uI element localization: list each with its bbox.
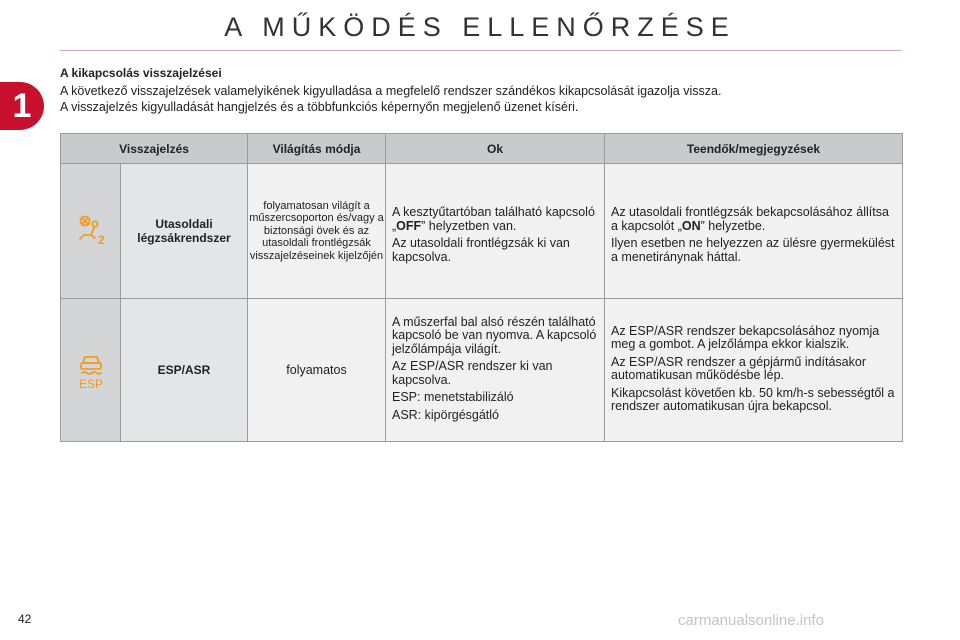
cause-text-part: A kesztyűtartóban található kapcsoló „ (392, 205, 595, 233)
cause-text-part: ” helyzetben van. (421, 218, 517, 233)
table-row (61, 299, 903, 442)
lighting-mode: folyamatosan világít a műszercsoporton és/vagy a biztonsági övek és az utasoldali frontlégzsák visszajelzéseinek kijelzőjén (248, 164, 386, 299)
column-header-indicator: Visszajelzés (61, 134, 248, 164)
action-text-part: Az utasoldali frontlégzsák bekapcsolásához állítsa a kapcsolót „ (611, 205, 889, 233)
esp-icon-label: ESP (78, 376, 103, 389)
action-cell (605, 299, 903, 442)
cause-cell (386, 299, 605, 442)
cause-text (392, 206, 598, 233)
cause-text: Az utasoldali frontlégzsák ki van kapcsolva. (392, 236, 570, 264)
action-text (611, 206, 896, 233)
svg-text:2: 2 (97, 232, 105, 247)
warning-lights-table (60, 133, 903, 442)
cause-text: ESP: menetstabilizáló (392, 390, 514, 405)
watermark: carmanualsonline.info (678, 612, 824, 629)
page-title: A MŰKÖDÉS ELLENŐRZÉSE (224, 12, 736, 42)
indicator-icon-cell (61, 164, 121, 299)
cause-cell (386, 164, 605, 299)
column-header-cause: Ok (386, 134, 605, 164)
indicator-icon-cell (61, 299, 121, 442)
action-text-part: ” helyzetbe. (700, 218, 766, 233)
switch-on-label: ON (681, 218, 701, 233)
column-header-actions: Teendők/megjegyzések (605, 134, 903, 164)
action-text: Az ESP/ASR rendszer a gépjármű indításakor automatikusan működésbe lép. (611, 354, 866, 382)
action-cell (605, 164, 903, 299)
page-number: 42 (18, 612, 32, 626)
action-text: Kikapcsolást követően kb. 50 km/h-s sebességtől a rendszer automatikusan újra bekapcsol. (611, 385, 895, 413)
cause-text: A műszerfal bal alsó részén található kapcsoló be van nyomva. A kapcsoló jelzőlámpája világít. (392, 314, 597, 356)
indicator-name-line: Utasoldali (155, 217, 213, 231)
action-text: Ilyen esetben ne helyezzen az ülésre gyermekülést a menetiránynak háttal. (611, 236, 895, 264)
switch-off-label: OFF (396, 218, 422, 233)
esp-off-icon (74, 349, 108, 389)
cause-text: ASR: kipörgésgátló (392, 407, 500, 422)
section-heading: A kikapcsolás visszajelzései (60, 66, 222, 80)
chapter-tab: 1 (0, 82, 44, 130)
lighting-mode: folyamatos (248, 299, 386, 442)
indicator-name-line: légzsákrendszer (137, 231, 231, 245)
section-intro (60, 83, 920, 115)
indicator-name (121, 164, 248, 299)
passenger-airbag-off-icon (74, 213, 108, 247)
intro-line: A következő visszajelzések valamelyikének kigyulladása a megfelelő rendszer szándékos kikapcsolását igazolja vissza. (60, 84, 722, 98)
table-row (61, 164, 903, 299)
intro-line: A visszajelzés kigyulladását hangjelzés és a többfunkciós képernyőn megjelenő üzenet kíséri. (60, 100, 579, 114)
cause-text: Az ESP/ASR rendszer ki van kapcsolva. (392, 359, 553, 387)
action-text: Az ESP/ASR rendszer bekapcsolásához nyomja meg a gombot. A jelzőlámpa ekkor kialszik. (611, 323, 880, 351)
table-header-row (61, 134, 903, 164)
column-header-lighting: Világítás módja (248, 134, 386, 164)
title-divider (60, 50, 902, 51)
indicator-name: ESP/ASR (121, 299, 248, 442)
